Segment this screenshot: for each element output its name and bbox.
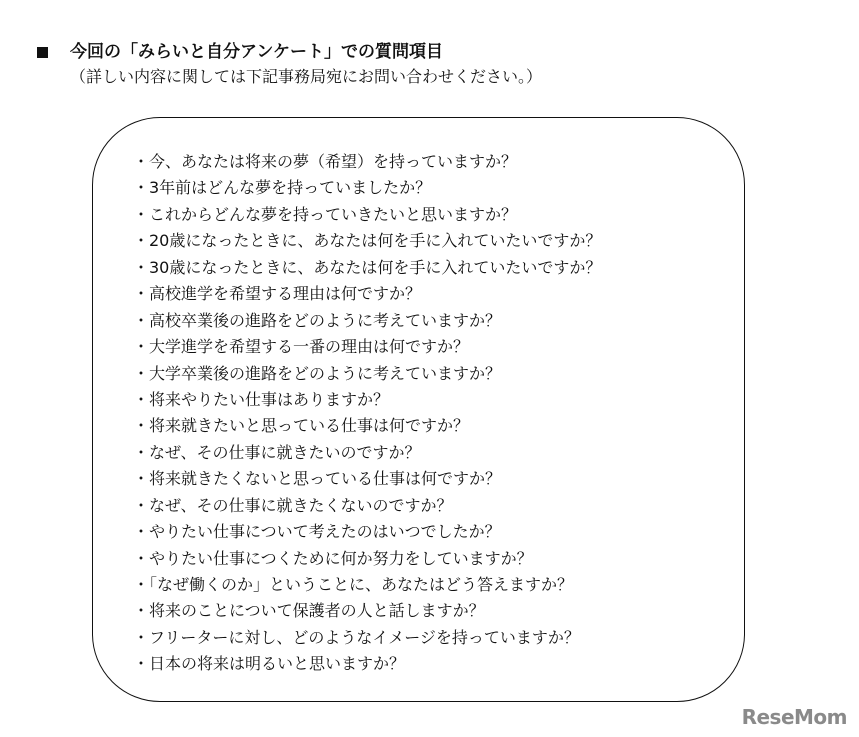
question-item: ・大学卒業後の進路をどのように考えていますか？ [133, 363, 502, 383]
square-bullet-icon [37, 47, 48, 58]
question-item: ・高校卒業後の進路をどのように考えていますか？ [133, 310, 502, 330]
question-item: ・将来やりたい仕事はありますか？ [133, 389, 390, 409]
question-item: ・やりたい仕事について考えたのはいつでしたか？ [133, 522, 501, 542]
section-heading-text: 今回の「みらいと自分アンケート」での質問項目 [70, 42, 443, 62]
question-item: ・将来就きたくないと思っている仕事は何ですか？ [133, 469, 502, 489]
question-item: ・30歳になったときに、あなたは何を手に入れていたいですか？ [133, 257, 602, 277]
question-item: ・高校進学を希望する理由は何ですか？ [133, 284, 422, 304]
question-item: ・将来就きたいと思っている仕事は何ですか？ [133, 416, 470, 436]
resemom-logo: ReseMom [741, 705, 847, 729]
question-item: ・「なぜ働くのか」ということに、あなたはどう答えますか？ [133, 575, 574, 594]
question-item: ・20歳になったときに、あなたは何を手に入れていたいですか？ [133, 231, 602, 251]
question-item: ・今、あなたは将来の夢（希望）を持っていますか？ [133, 152, 518, 171]
question-item: ・大学進学を希望する一番の理由は何ですか？ [133, 337, 470, 357]
section-heading [34, 41, 443, 63]
question-item: ・3年前はどんな夢を持っていましたか？ [133, 178, 432, 198]
question-item: ・将来のことについて保護者の人と話しますか？ [133, 601, 485, 621]
contact-note: （詳しい内容に関しては下記事務局宛にお問い合わせください。） [70, 67, 543, 86]
question-item: ・日本の将来は明るいと思いますか？ [133, 654, 406, 674]
question-list [133, 149, 601, 678]
question-item: ・なぜ、その仕事に就きたいのですか？ [133, 442, 421, 462]
question-item: ・なぜ、その仕事に就きたくないのですか？ [133, 495, 453, 515]
question-item: ・やりたい仕事につくために何か努力をしていますか？ [133, 548, 533, 568]
question-item: ・これからどんな夢を持っていきたいと思いますか？ [133, 204, 518, 224]
question-item: ・フリーターに対し、どのようなイメージを持っていますか？ [133, 627, 580, 647]
